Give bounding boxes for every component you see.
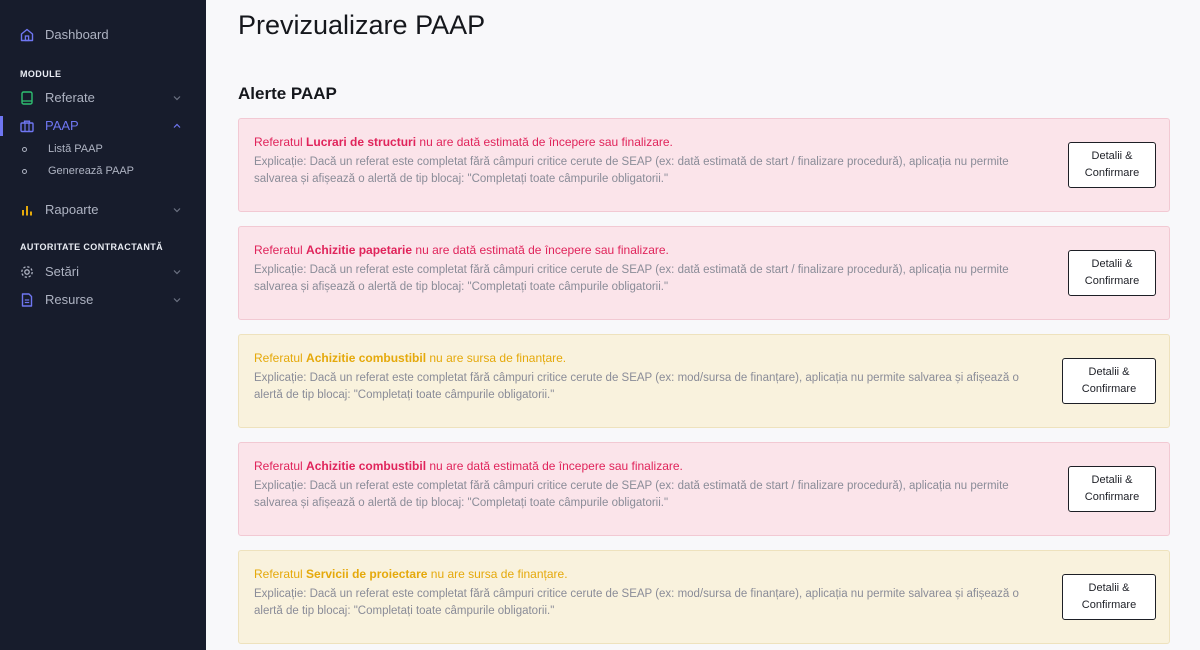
alert-subject: Servicii de proiectare (306, 567, 428, 581)
alert-explanation: Explicație: Dacă un referat este completat fără câmpuri critice cerute de SEAP (ex: dată estimată de start / finalizare procedură), aplicația nu permite salvarea și afișează o alertă de tip blocaj: "Completați toate câmpurile obligatorii." (254, 264, 1009, 293)
alert-card (238, 550, 1170, 644)
sidebar-item-label: Referate (45, 90, 95, 105)
details-confirm-button[interactable]: Detalii & Confirmare (1068, 142, 1156, 188)
bullet-icon (22, 147, 27, 152)
page-title: Previzualizare PAAP (238, 10, 486, 40)
sidebar-item-referate[interactable] (0, 86, 206, 110)
bullet-icon (22, 169, 27, 174)
alert-headline: Referatul Achizitie combustibil nu are sursa de finanțare. (254, 351, 567, 365)
chevron-up-icon (172, 121, 182, 131)
alert-headline: Referatul Servicii de proiectare nu are sursa de finanțare. (254, 567, 568, 581)
alert-explanation: Explicație: Dacă un referat este completat fără câmpuri critice cerute de SEAP (ex: dată estimată de start / finalizare procedură), aplicația nu permite salvarea și afișează o alertă de tip blocaj: "Completați toate câmpurile obligatorii." (254, 156, 1009, 185)
sidebar-item-label: Setări (45, 264, 79, 279)
sidebar-item-label: Dashboard (45, 27, 109, 42)
sidebar-subitem-label: Listă PAAP (48, 143, 103, 155)
alert-headline: Referatul Achizitie papetarie nu are dată estimată de începere sau finalizare. (254, 243, 669, 257)
sidebar (0, 0, 206, 650)
alert-card (238, 334, 1170, 428)
sidebar-item-label: Resurse (45, 292, 94, 307)
sidebar-subitem-label: Generează PAAP (48, 165, 135, 177)
sidebar-item-label: PAAP (45, 118, 79, 133)
alert-card (238, 118, 1170, 212)
home-icon (19, 27, 35, 43)
alert-card (238, 226, 1170, 320)
gear-icon (19, 264, 35, 280)
alert-subject: Achizitie combustibil (306, 351, 427, 365)
chevron-down-icon (172, 93, 182, 103)
sidebar-item-setari[interactable] (0, 260, 206, 284)
section-label-authority: AUTORITATE CONTRACTANTĂ (20, 242, 164, 252)
chevron-down-icon (172, 295, 182, 305)
alert-subject: Achizitie papetarie (306, 243, 413, 257)
briefcase-icon (19, 118, 35, 134)
sidebar-item-rapoarte[interactable] (0, 198, 206, 222)
details-confirm-button[interactable]: Detalii & Confirmare (1068, 250, 1156, 296)
document-icon (19, 292, 35, 308)
sidebar-item-dashboard[interactable] (0, 23, 206, 47)
details-confirm-button[interactable]: Detalii & Confirmare (1062, 574, 1156, 620)
chevron-down-icon (172, 267, 182, 277)
alert-card (238, 442, 1170, 536)
alert-explanation: Explicație: Dacă un referat este completat fără câmpuri critice cerute de SEAP (ex: dată estimată de start / finalizare procedură), aplicația nu permite salvarea și afișează o alertă de tip blocaj: "Completați toate câmpurile obligatorii." (254, 480, 1009, 509)
alert-explanation: Explicație: Dacă un referat este completat fără câmpuri critice cerute de SEAP (ex: mod/sursa de finanțare), aplicația nu permite salvarea și afișează o alertă de tip blocaj: "Completați toate câmpurile obligatorii." (254, 372, 1019, 401)
sidebar-subitem-lista-paap[interactable] (0, 141, 206, 159)
tablet-icon (19, 90, 35, 106)
alert-headline: Referatul Lucrari de structuri nu are dată estimată de începere sau finalizare. (254, 135, 673, 149)
sidebar-item-label: Rapoarte (45, 202, 99, 217)
alert-subject: Achizitie combustibil (306, 459, 427, 473)
details-confirm-button[interactable]: Detalii & Confirmare (1062, 358, 1156, 404)
chevron-down-icon (172, 205, 182, 215)
sidebar-item-resurse[interactable] (0, 288, 206, 312)
alert-explanation: Explicație: Dacă un referat este completat fără câmpuri critice cerute de SEAP (ex: mod/sursa de finanțare), aplicația nu permite salvarea și afișează o alertă de tip blocaj: "Completați toate câmpurile obligatorii." (254, 588, 1019, 617)
section-title: Alerte PAAP (238, 84, 337, 103)
alert-headline: Referatul Achizitie combustibil nu are dată estimată de începere sau finalizare. (254, 459, 683, 473)
bar-chart-icon (19, 202, 35, 218)
section-label-module: MODULE (20, 69, 62, 79)
sidebar-subitem-genereaza-paap[interactable] (0, 163, 206, 181)
details-confirm-button[interactable]: Detalii & Confirmare (1068, 466, 1156, 512)
sidebar-item-paap[interactable] (0, 114, 206, 138)
alert-subject: Lucrari de structuri (306, 135, 417, 149)
